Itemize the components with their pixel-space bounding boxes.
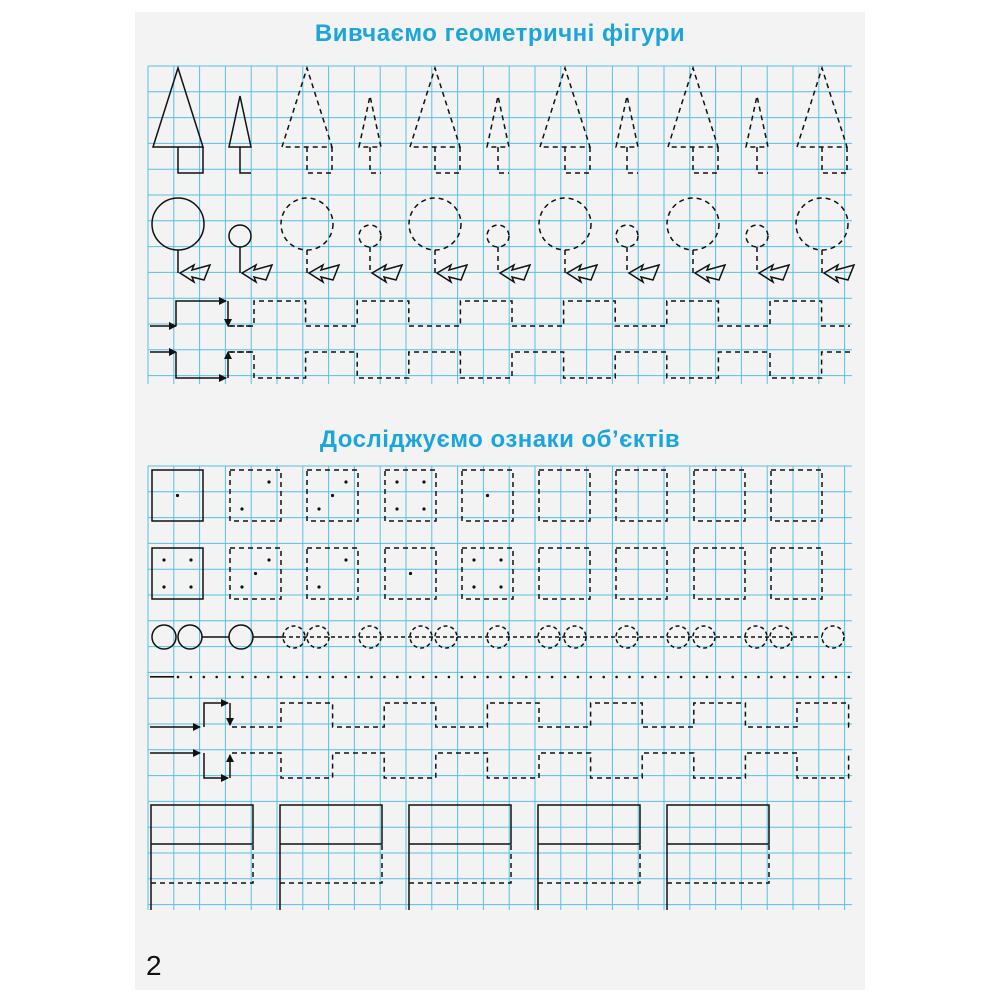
row-dice-squares — [152, 470, 822, 599]
dice-pip — [162, 558, 165, 561]
dotted-line-dot — [254, 676, 257, 679]
chain-circle-trace — [564, 626, 586, 648]
arrow-leaf-shape — [759, 265, 789, 282]
arrow-path-bottom — [176, 352, 226, 378]
arrow-leaf-shape — [242, 265, 272, 282]
arrow-leaf-shape — [695, 265, 725, 282]
page-number: 2 — [146, 950, 162, 981]
dotted-line-dot — [744, 676, 747, 679]
triangle-shape — [282, 68, 332, 147]
small-triangle-shape — [487, 96, 509, 147]
wave-trace-upper — [230, 301, 850, 326]
dotted-line-dot — [319, 676, 322, 679]
dotted-line-dot — [590, 676, 593, 679]
arrow-leaf-shape — [629, 265, 659, 282]
row-circle-chain — [152, 625, 844, 649]
dotted-line-dot — [564, 676, 567, 679]
dice-pip — [254, 572, 257, 575]
row-dotted-line — [150, 676, 850, 679]
dotted-line-dot — [602, 676, 605, 679]
dotted-line-dot — [499, 676, 502, 679]
dotted-line-dot — [241, 676, 244, 679]
dice-pip — [395, 507, 398, 510]
arrow-path-top — [204, 703, 228, 727]
flag-shape — [280, 805, 382, 910]
dotted-line-dot — [615, 676, 618, 679]
dotted-line-dot — [396, 676, 399, 679]
dotted-line-dot — [719, 676, 722, 679]
circle-shape — [667, 198, 719, 250]
chain-circle-trace — [822, 626, 844, 648]
flag-shape — [409, 805, 511, 910]
arrow-leaf-shape — [500, 265, 530, 282]
wave-trace-lower — [232, 753, 850, 778]
dice-pip — [189, 585, 192, 588]
dice-pip — [422, 480, 425, 483]
arrow-leaf-shape — [372, 265, 402, 282]
dotted-line-dot — [641, 676, 644, 679]
dice-pip — [267, 480, 270, 483]
dotted-line-dot — [473, 676, 476, 679]
arrow-leaf-shape — [309, 265, 339, 282]
dotted-line-start — [150, 676, 174, 678]
dice-square — [771, 548, 822, 599]
dotted-line-dot — [512, 676, 515, 679]
dotted-line-dot — [757, 676, 760, 679]
dotted-line-dot — [667, 676, 670, 679]
dice-square — [539, 548, 590, 599]
chain-circle — [229, 625, 253, 649]
dotted-line-dot — [731, 676, 734, 679]
row-square-wave-trace — [150, 301, 850, 378]
dice-square — [462, 548, 513, 599]
circle-shape — [152, 198, 204, 250]
chain-circle — [152, 625, 176, 649]
dotted-line-dot — [680, 676, 683, 679]
dotted-line-dot — [577, 676, 580, 679]
arrow-leaf-shape — [567, 265, 597, 282]
small-circle-shape — [229, 225, 251, 247]
dice-square — [694, 548, 745, 599]
dotted-line-dot — [538, 676, 541, 679]
dice-pip — [267, 558, 270, 561]
dice-square — [616, 470, 667, 521]
dice-pip — [395, 480, 398, 483]
dice-square — [771, 470, 822, 521]
dice-pip — [472, 558, 475, 561]
dice-square — [539, 470, 590, 521]
arrow-path-bottom — [204, 753, 228, 778]
small-circle-shape — [359, 225, 381, 247]
chain-circle-trace — [487, 626, 509, 648]
circle-shape — [539, 198, 591, 250]
dotted-line-dot — [280, 676, 283, 679]
dice-pip — [176, 494, 179, 497]
small-circle-shape — [746, 225, 768, 247]
dice-pip — [472, 585, 475, 588]
circle-shape — [281, 198, 333, 250]
dice-square — [307, 548, 358, 599]
dice-pip — [162, 585, 165, 588]
row-flag-shapes — [151, 805, 769, 910]
dotted-line-dot — [770, 676, 773, 679]
wave-connector — [228, 326, 252, 352]
dotted-line-dot — [848, 676, 851, 679]
small-triangle-shape — [616, 96, 638, 147]
dotted-line-dot — [293, 676, 296, 679]
dice-pip — [344, 558, 347, 561]
dotted-line-dot — [486, 676, 489, 679]
dice-pip — [240, 585, 243, 588]
dice-pip — [317, 585, 320, 588]
flag-shape — [538, 805, 640, 910]
dotted-line-dot — [693, 676, 696, 679]
flag-trace — [280, 844, 382, 883]
flag-trace — [409, 844, 511, 883]
dotted-line-dot — [835, 676, 838, 679]
dotted-line-dot — [551, 676, 554, 679]
dotted-line-dot — [267, 676, 270, 679]
dotted-line-dot — [654, 676, 657, 679]
small-triangle-shape — [229, 96, 251, 147]
grid-area-top — [148, 66, 852, 384]
dotted-line-dot — [190, 676, 193, 679]
chain-circle — [178, 625, 202, 649]
dotted-line-dot — [383, 676, 386, 679]
row-square-wave-trace-2 — [150, 703, 850, 778]
dotted-line-dot — [215, 676, 218, 679]
dotted-line-dot — [822, 676, 825, 679]
triangle-shape — [797, 68, 847, 147]
dice-square — [152, 548, 203, 599]
arrow-leaf-shape — [437, 265, 467, 282]
circle-shape — [796, 198, 848, 250]
chain-circle-trace — [745, 626, 767, 648]
dotted-line-dot — [628, 676, 631, 679]
dice-square — [230, 470, 281, 521]
dotted-line-dot — [228, 676, 231, 679]
dice-pip — [486, 494, 489, 497]
flag-trace — [667, 844, 769, 883]
small-triangle-shape — [746, 96, 768, 147]
dice-pip — [422, 507, 425, 510]
dotted-line-dot — [357, 676, 360, 679]
row-triangles-trace — [153, 68, 847, 173]
dice-pip — [331, 494, 334, 497]
flag-shape — [151, 805, 253, 910]
dice-square — [616, 548, 667, 599]
dotted-line-dot — [332, 676, 335, 679]
arrow-leaf-shape — [824, 265, 854, 282]
flag-trace — [151, 844, 253, 883]
small-circle-shape — [487, 225, 509, 247]
dotted-line-dot — [706, 676, 709, 679]
dotted-line-dot — [409, 676, 412, 679]
dotted-line-dot — [783, 676, 786, 679]
row-circles-trace — [152, 198, 854, 282]
arrow-path-top — [176, 301, 226, 326]
dice-pip — [344, 480, 347, 483]
section-title-geometric-shapes: Вивчаємо геометричні фігури — [314, 20, 686, 47]
dotted-line-dot — [422, 676, 425, 679]
dice-pip — [499, 585, 502, 588]
flag-shape — [667, 805, 769, 910]
dice-pip — [409, 572, 412, 575]
dice-pip — [499, 558, 502, 561]
small-triangle-shape — [359, 96, 381, 147]
triangle-shape — [540, 68, 590, 147]
dotted-line-dot — [203, 676, 206, 679]
dice-pip — [317, 507, 320, 510]
dotted-line-dot — [525, 676, 528, 679]
dotted-line-dot — [809, 676, 812, 679]
dotted-line-dot — [461, 676, 464, 679]
flag-trace — [538, 844, 640, 883]
dotted-line-dot — [177, 676, 180, 679]
chain-circle-trace — [283, 626, 305, 648]
triangle-shape — [410, 68, 460, 147]
circle-shape — [409, 198, 461, 250]
dotted-line-dot — [370, 676, 373, 679]
dice-pip — [240, 507, 243, 510]
dotted-line-dot — [435, 676, 438, 679]
dice-square — [385, 470, 436, 521]
section-title-object-properties: Досліджуємо ознаки об’єктів — [319, 426, 681, 453]
dotted-line-dot — [448, 676, 451, 679]
dotted-line-dot — [306, 676, 309, 679]
triangle-shape — [153, 68, 203, 147]
arrow-leaf-shape — [180, 265, 210, 282]
wave-trace-lower — [230, 352, 850, 378]
dice-square — [694, 470, 745, 521]
wave-trace-upper — [232, 703, 850, 727]
triangle-shape — [668, 68, 718, 147]
chain-circle-trace — [410, 626, 432, 648]
small-circle-shape — [616, 225, 638, 247]
dotted-line-dot — [344, 676, 347, 679]
dice-pip — [189, 558, 192, 561]
dotted-line-dot — [796, 676, 799, 679]
